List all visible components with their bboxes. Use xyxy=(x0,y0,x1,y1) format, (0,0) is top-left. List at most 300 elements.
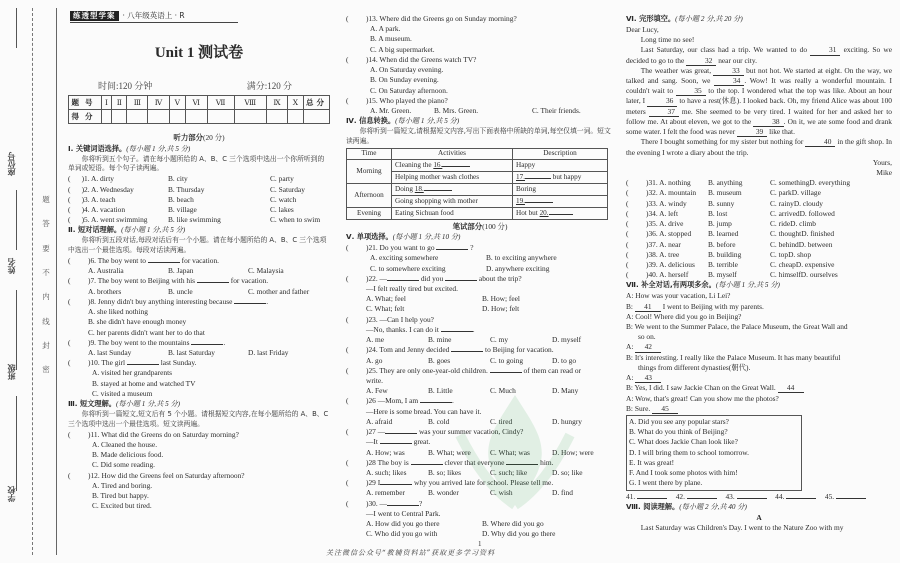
answer-slot[interactable]: ( xyxy=(346,54,349,64)
answer-slot[interactable]: ( xyxy=(346,427,349,437)
answer-slot[interactable]: ( xyxy=(626,259,629,269)
option-d: D. hungry xyxy=(552,416,582,426)
question-stem-mid: clever that everyone xyxy=(444,457,505,467)
section-7-heading xyxy=(626,280,892,291)
question-stem-mid: of them can read or xyxy=(523,365,582,375)
section-col: Ⅴ xyxy=(169,96,185,110)
answer-slot[interactable]: ( xyxy=(626,239,629,249)
cloze-options-32 xyxy=(626,188,892,198)
text: in the gift shop. In the evening I wrote a diary about the trip. xyxy=(626,137,892,157)
line xyxy=(16,8,17,48)
cloze-blank-35[interactable]: 35 xyxy=(676,87,706,96)
option-b: B. anything xyxy=(708,178,743,188)
text: but not hot. We started at eight. On the way, we talked and sang. Soon, we xyxy=(626,65,892,86)
answer-slot[interactable]: ( xyxy=(346,314,349,324)
answer-slot[interactable]: ( xyxy=(346,396,349,406)
option-c: C. What; felt xyxy=(366,304,405,314)
reply-line xyxy=(346,437,614,447)
score-cell[interactable] xyxy=(234,110,266,124)
question-5 xyxy=(68,215,330,225)
question-stem-end: about the trip? xyxy=(478,273,522,283)
option-b: B. terrible xyxy=(708,259,738,269)
name-label: 姓名 xyxy=(7,258,16,274)
school-label: 学校 xyxy=(7,486,16,502)
section-col: Ⅵ xyxy=(186,96,208,110)
section-col: Ⅳ xyxy=(148,96,169,110)
blank[interactable] xyxy=(436,243,468,250)
answer-slot[interactable]: ( xyxy=(346,498,349,508)
answer-slot[interactable]: ( xyxy=(346,243,349,253)
answer-slot[interactable]: ( xyxy=(68,296,71,306)
question-10 xyxy=(68,358,330,368)
answer-slot[interactable]: ( xyxy=(68,470,71,480)
option-c: C. her parents didn't want her to do that xyxy=(88,327,205,337)
answer-slot[interactable]: ( xyxy=(68,429,71,439)
answer-slot[interactable]: ( xyxy=(346,478,349,488)
blank[interactable] xyxy=(127,358,159,365)
cloze-blank-40[interactable]: 40 xyxy=(805,138,835,147)
question-22 xyxy=(346,274,614,284)
question-22-options-2 xyxy=(346,304,614,314)
cloze-options-38 xyxy=(626,250,892,260)
option-a: )33. A. windy xyxy=(646,198,687,208)
option-d: D. so; like xyxy=(552,467,583,477)
option-a: )39. A. delicious xyxy=(646,259,695,269)
listening-heading xyxy=(68,133,330,143)
option-c: C. Saturday xyxy=(270,184,305,194)
option-c: C. Who did you go with xyxy=(366,529,438,539)
cloze-blank-36[interactable]: 36 xyxy=(647,97,677,106)
text: near our city. xyxy=(718,55,757,65)
section-2-heading xyxy=(68,225,330,236)
seal-char: 要 xyxy=(42,243,50,253)
section-title: Ⅱ. 短对话理解。 xyxy=(68,225,122,235)
question-9 xyxy=(68,338,330,348)
answer-blank[interactable] xyxy=(637,492,667,499)
option-b: B. sunny xyxy=(708,198,735,208)
question-12 xyxy=(68,471,330,481)
option-a: A. Few xyxy=(366,386,388,396)
seal-char: 题 xyxy=(42,195,50,204)
option-c: C. visited a museum xyxy=(92,388,153,398)
time-morning: Morning xyxy=(347,160,392,184)
blank-16[interactable]: 16. xyxy=(433,161,443,170)
option-b: B. building xyxy=(708,249,742,259)
description-cell xyxy=(513,196,608,208)
blank[interactable] xyxy=(385,427,417,434)
option-c: C. to going xyxy=(490,355,524,365)
option-a: )35. A. drive xyxy=(646,219,684,229)
question-8 xyxy=(68,297,330,307)
answer-slot[interactable]: ( xyxy=(626,219,629,229)
col-header-time: Time xyxy=(347,148,392,160)
answer-slot[interactable]: ( xyxy=(68,256,71,265)
option-d: D. ourselves xyxy=(800,270,838,280)
option-d: D. How; were xyxy=(552,447,594,457)
section-2-instructions: 你将听到五段对话,每段对话后有一个小题。请在每小题所给的 A、B、C 三个选项中选出一个最佳选项。每段对话读两遍。 xyxy=(68,236,327,255)
answer-slot[interactable]: ( )5. A. went swimming xyxy=(68,215,148,225)
option-c: C. A big supermarket. xyxy=(370,44,435,54)
option-d: D. finished xyxy=(801,229,835,239)
answer-42 xyxy=(676,492,717,502)
blank[interactable] xyxy=(549,208,573,215)
option-a: A. me xyxy=(366,335,385,345)
line xyxy=(16,396,17,491)
cloze-options-35 xyxy=(626,219,892,229)
reply-line: —Here is some bread. You can have it. xyxy=(366,406,482,416)
question-stem-end: . xyxy=(223,337,226,347)
option-d: D. cloudy xyxy=(793,198,823,208)
question-stem: )6. The boy went to xyxy=(88,256,146,265)
option-c: C. thought xyxy=(770,229,802,239)
question-9-options xyxy=(68,348,330,358)
cloze-blank-37[interactable]: 37 xyxy=(649,108,679,117)
choice-d: D. I will bring them to school tomorrow. xyxy=(629,447,750,457)
answer-slot[interactable]: ( xyxy=(346,14,349,23)
option-c: D. last Friday xyxy=(248,347,289,357)
blank[interactable] xyxy=(420,396,454,406)
score-cell[interactable] xyxy=(267,110,288,124)
option-b: B. city xyxy=(168,174,188,184)
question-28 xyxy=(346,458,614,468)
text: like that. xyxy=(769,127,795,137)
question-30-options-1 xyxy=(346,519,614,529)
option-b: B. before xyxy=(708,239,736,249)
score-cell[interactable] xyxy=(148,110,169,124)
question-30-options-2 xyxy=(346,529,614,539)
answer-slot[interactable]: ( xyxy=(68,358,71,368)
blank[interactable] xyxy=(445,274,477,281)
answer-label: 43. xyxy=(725,491,735,501)
blank[interactable] xyxy=(380,437,412,444)
answer-slot[interactable]: ( xyxy=(626,229,629,239)
option-a: A. brothers xyxy=(88,286,122,296)
question-stem: )24. Tom and Jenny decided xyxy=(366,345,450,355)
section-note: (每小题 2 分,共 40 分) xyxy=(679,502,747,511)
question-stem: )14. When did the Greens watch TV? xyxy=(366,54,477,64)
question-13 xyxy=(346,14,614,24)
score-cell[interactable] xyxy=(169,110,185,124)
blank-18[interactable]: 18. xyxy=(414,185,424,194)
cloze-blank-32[interactable]: 32 xyxy=(686,57,716,66)
option-b: B. What; were xyxy=(428,447,471,457)
option-d: D. myself xyxy=(552,335,582,345)
dialogue-line xyxy=(626,302,892,312)
section-title: Ⅰ. 关键词语选择。 xyxy=(68,143,127,153)
answer-slot[interactable]: ( xyxy=(346,95,349,105)
dialogue-line xyxy=(626,383,892,393)
answer-slot[interactable]: ( )1. A. dirty xyxy=(68,174,114,184)
option-d: D. How; felt xyxy=(482,304,520,314)
option-b: B. wonder xyxy=(428,488,459,498)
option-a: A. last Sunday xyxy=(88,347,132,357)
option-c: C. What; was xyxy=(490,447,530,457)
option-c: C. when to swim xyxy=(270,215,321,225)
question-stem: )12. How did the Greens feel on Saturday afternoon? xyxy=(88,470,245,480)
answer-slot[interactable]: ( )2. A. Wednesday xyxy=(68,184,134,194)
option-a: A. afraid xyxy=(366,416,393,426)
score-cell[interactable] xyxy=(287,110,303,124)
blank[interactable] xyxy=(506,458,538,465)
answer-blank[interactable] xyxy=(687,492,717,499)
blank-20[interactable]: 20. xyxy=(539,209,549,218)
question-29 xyxy=(346,478,614,488)
option-c: C. Much xyxy=(490,386,516,396)
option-b: B. mine xyxy=(428,335,452,345)
answer-slot[interactable]: ( xyxy=(346,365,349,375)
answer-slot[interactable]: ( xyxy=(346,345,349,355)
section-6-heading xyxy=(626,14,892,25)
blank[interactable] xyxy=(525,196,553,203)
score-cell[interactable] xyxy=(186,110,208,124)
option-c: C. party xyxy=(270,174,294,184)
option-c: C. top xyxy=(770,249,789,259)
cloze-options-31 xyxy=(626,178,892,188)
question-24-options xyxy=(346,356,614,366)
question-stem: )21. Do you want to go xyxy=(366,243,435,253)
option-b: B. beach xyxy=(168,194,194,204)
question-7-options xyxy=(68,287,330,297)
cloze-blank-33[interactable]: 33 xyxy=(713,67,743,76)
question-stem: )26 —Mom, I am xyxy=(366,396,419,406)
blank[interactable] xyxy=(424,184,452,191)
option-b: B. so; likes xyxy=(428,467,462,477)
dialogue-blank-43[interactable]: 43 xyxy=(635,374,661,383)
option-a: A. What; feel xyxy=(366,294,406,304)
score-cell[interactable] xyxy=(112,110,127,124)
class-label: 班级 xyxy=(7,364,16,380)
option-c: C. such; like xyxy=(490,467,528,477)
reply-text: —No, thanks. I can do it xyxy=(366,324,439,334)
column-3 xyxy=(626,14,892,533)
option-a: A. Cleaned the house. xyxy=(92,439,158,449)
answer-label: 41. xyxy=(626,491,636,501)
answer-slot[interactable]: ( xyxy=(626,249,629,259)
option-d: D. everything xyxy=(809,178,851,188)
seat-number-label: 座位号 xyxy=(7,152,16,176)
answer-blank[interactable] xyxy=(737,492,767,499)
blank[interactable] xyxy=(525,172,551,179)
score-table xyxy=(68,95,330,124)
question-23-options xyxy=(346,335,614,345)
option-b: B. On Sunday evening. xyxy=(370,75,439,85)
text: me. She seemed to be very tired. I waited for her and asked her to follow me. At about eleven, we got to the xyxy=(626,106,892,126)
option-a: A. remember xyxy=(366,488,405,498)
blank-19[interactable]: 19. xyxy=(516,197,525,206)
answer-blank[interactable] xyxy=(836,492,866,499)
description-cell: Boring xyxy=(513,184,608,196)
section-1-instructions: 你将听到五个句子。请在每小题所给的 A、B、C 三个选项中选出一个你所听到的单词或短语。每个句子读两遍。 xyxy=(68,154,325,173)
option-c: C. himself xyxy=(770,270,801,280)
seal-char: 封 xyxy=(42,341,50,351)
full-score: 满分:120 分 xyxy=(246,81,292,92)
activity-cell xyxy=(392,184,513,196)
question-stem: )27 — xyxy=(366,427,386,437)
section-title: Ⅴ. 单项选择。 xyxy=(346,232,393,242)
option-c: C. Did some reading. xyxy=(92,460,156,470)
question-stem: )15. Who played the piano? xyxy=(366,95,448,105)
answer-label: 45. xyxy=(824,491,835,501)
dialogue-blank-44[interactable]: 44 xyxy=(778,384,804,393)
cloze-blank-39[interactable]: 39 xyxy=(737,128,767,137)
option-a: )2. A. Wednesday xyxy=(81,184,134,194)
time-score-line xyxy=(98,80,292,92)
blank[interactable] xyxy=(234,296,269,306)
description-text: Hot but xyxy=(516,209,538,218)
option-a: )1. A. dirty xyxy=(81,174,114,184)
option-c: C. watch xyxy=(270,194,297,204)
question-stem: )23. —Can I help you? xyxy=(366,314,434,324)
dialogue-blank-41[interactable]: 41 xyxy=(635,303,661,312)
cloze-blank-38[interactable]: 38 xyxy=(753,118,783,127)
line xyxy=(16,190,17,250)
score-cell[interactable] xyxy=(127,110,148,124)
option-d: D. shop xyxy=(788,249,812,259)
choice-c: C. What does Jackie Chan look like? xyxy=(629,437,738,447)
option-a: )40. A. herself xyxy=(646,270,689,280)
option-a: A. exciting somewhere xyxy=(370,253,439,263)
option-a: A. go xyxy=(366,355,383,365)
page-number: 1 xyxy=(478,540,482,548)
blank[interactable] xyxy=(148,256,180,263)
heading-text: 听力部分 xyxy=(173,133,203,143)
heading-sub: (100 分) xyxy=(482,222,508,231)
seal-char: 线 xyxy=(42,316,50,326)
answer-slot[interactable]: ( xyxy=(626,208,629,218)
question-stem-end: him. xyxy=(540,457,554,467)
blank[interactable] xyxy=(197,276,229,283)
question-stem: )11. What did the Greens do on Saturday morning? xyxy=(88,429,239,439)
question-stem: )29 I xyxy=(366,478,381,488)
question-21 xyxy=(346,243,614,253)
question-30 xyxy=(346,499,614,509)
col-header-activities: Activities xyxy=(392,148,513,160)
blank[interactable] xyxy=(442,160,470,167)
time-afternoon: Afternoon xyxy=(347,184,392,208)
option-b: B. like swimming xyxy=(168,215,221,225)
speaker: A: xyxy=(626,342,634,352)
question-stem: )22. — xyxy=(366,273,387,283)
option-c: C. Their friends. xyxy=(532,105,581,115)
column-1 xyxy=(68,10,330,511)
answer-slot[interactable]: ( )3. A. teach xyxy=(68,194,116,204)
section-col: Ⅶ xyxy=(207,96,234,110)
option-b: B. Mrs. Green. xyxy=(434,105,479,115)
answer-slot[interactable]: ( xyxy=(626,178,629,188)
blank[interactable] xyxy=(441,325,473,332)
dialogue-blank-42[interactable]: 42 xyxy=(635,343,661,352)
option-c: C. ride xyxy=(770,219,791,229)
reply-text: —It xyxy=(366,437,378,447)
question-stem-end: ? xyxy=(470,243,474,253)
option-a: )37. A. near xyxy=(646,239,681,249)
question-29-options xyxy=(346,488,614,498)
answer-label: 42. xyxy=(675,491,685,501)
answer-slot[interactable]: ( xyxy=(68,276,71,286)
score-cell[interactable] xyxy=(102,110,112,124)
blank[interactable] xyxy=(191,337,226,347)
option-b: B. stayed at home and watched TV xyxy=(92,378,196,388)
blank-17[interactable]: 17. xyxy=(516,173,525,182)
text: Last Saturday, our class had a trip. We wanted to do xyxy=(640,45,808,55)
passage-text: Last Saturday was Children's Day. I went to the Nature Zoo with my xyxy=(640,522,844,532)
answer-slot[interactable]: ( xyxy=(68,337,71,347)
question-stem: )10. The girl xyxy=(88,358,126,368)
question-21-options-1 xyxy=(346,253,614,263)
letter-signature: Mike xyxy=(876,168,892,177)
answer-slot[interactable]: ( xyxy=(626,188,629,198)
dialogue-blank-45[interactable]: 45 xyxy=(652,405,678,414)
section-1-heading xyxy=(68,144,330,155)
speaker: B: xyxy=(626,301,633,311)
option-a: A. Mr. Green. xyxy=(370,105,412,115)
section-note: (每小题 1 分,共 5 分) xyxy=(715,281,780,290)
question-stem-end: to Beijing for vacation. xyxy=(485,345,554,355)
description-text: but happy xyxy=(552,173,582,182)
section-4-instructions: 你将听到一篇短文,请根据短文内容,写出下面表格中所缺的单词,每空仅填一词。短文读两遍。 xyxy=(346,127,611,145)
cloze-options-33 xyxy=(626,199,892,209)
option-d: D. find xyxy=(552,488,573,498)
question-26-options xyxy=(346,417,614,427)
answer-slot[interactable]: ( xyxy=(626,198,629,208)
blank[interactable] xyxy=(380,478,412,485)
option-b: B. learned xyxy=(708,229,739,239)
section-title: Ⅳ. 信息转换。 xyxy=(346,116,396,126)
question-stem-end: last Sunday. xyxy=(160,358,197,368)
answer-slot[interactable]: ( xyxy=(346,273,349,283)
section-3-heading xyxy=(68,399,330,410)
letter-para-2 xyxy=(626,45,892,65)
choice-g: G. I went there by plane. xyxy=(629,478,703,488)
choice-b: B. What do you think of Beijing? xyxy=(629,427,728,437)
option-a: A. How did you go there xyxy=(366,519,440,529)
section-8-heading xyxy=(626,502,892,513)
blank[interactable] xyxy=(451,345,483,352)
option-c: C. behind xyxy=(770,239,799,249)
total-score-cell[interactable] xyxy=(304,110,330,124)
activity-cell: Helping mother wash clothes xyxy=(392,172,513,184)
question-stem-end: . xyxy=(452,396,454,406)
blank[interactable] xyxy=(387,274,419,281)
score-cell[interactable] xyxy=(207,110,234,124)
section-title: Ⅶ. 补全对话,有两项多余。 xyxy=(626,280,716,290)
option-c: C. arrived xyxy=(770,208,800,218)
heading-text: 笔试部分 xyxy=(452,222,483,231)
option-d: D. expensive xyxy=(795,259,835,269)
dialogue-line-cont: so on. xyxy=(638,332,656,342)
blank[interactable] xyxy=(490,366,522,373)
cloze-blank-31[interactable]: 31 xyxy=(810,46,840,55)
question-stem-end: why you arrived late for school. Please tell me. xyxy=(414,478,554,488)
question-1 xyxy=(68,174,330,184)
answer-slot[interactable]: ( xyxy=(626,270,629,280)
option-a: A. A park. xyxy=(370,24,401,34)
cloze-blank-34[interactable]: 34 xyxy=(714,77,744,86)
seal-warning xyxy=(40,195,52,376)
blank[interactable] xyxy=(387,499,419,506)
blank[interactable] xyxy=(411,458,443,465)
section-note: (每小题 1 分,共 5 分) xyxy=(115,400,181,409)
question-23 xyxy=(346,315,614,325)
answer-45 xyxy=(825,492,866,502)
option-b: B. she didn't have enough money xyxy=(88,317,187,327)
text: The weather was great, xyxy=(640,65,712,75)
answer-blank[interactable] xyxy=(786,492,816,499)
answer-slot[interactable]: ( )4. A. vacation xyxy=(68,204,126,214)
cut-line xyxy=(32,8,33,555)
question-27-options xyxy=(346,448,614,458)
answer-slot[interactable]: ( xyxy=(346,457,349,467)
